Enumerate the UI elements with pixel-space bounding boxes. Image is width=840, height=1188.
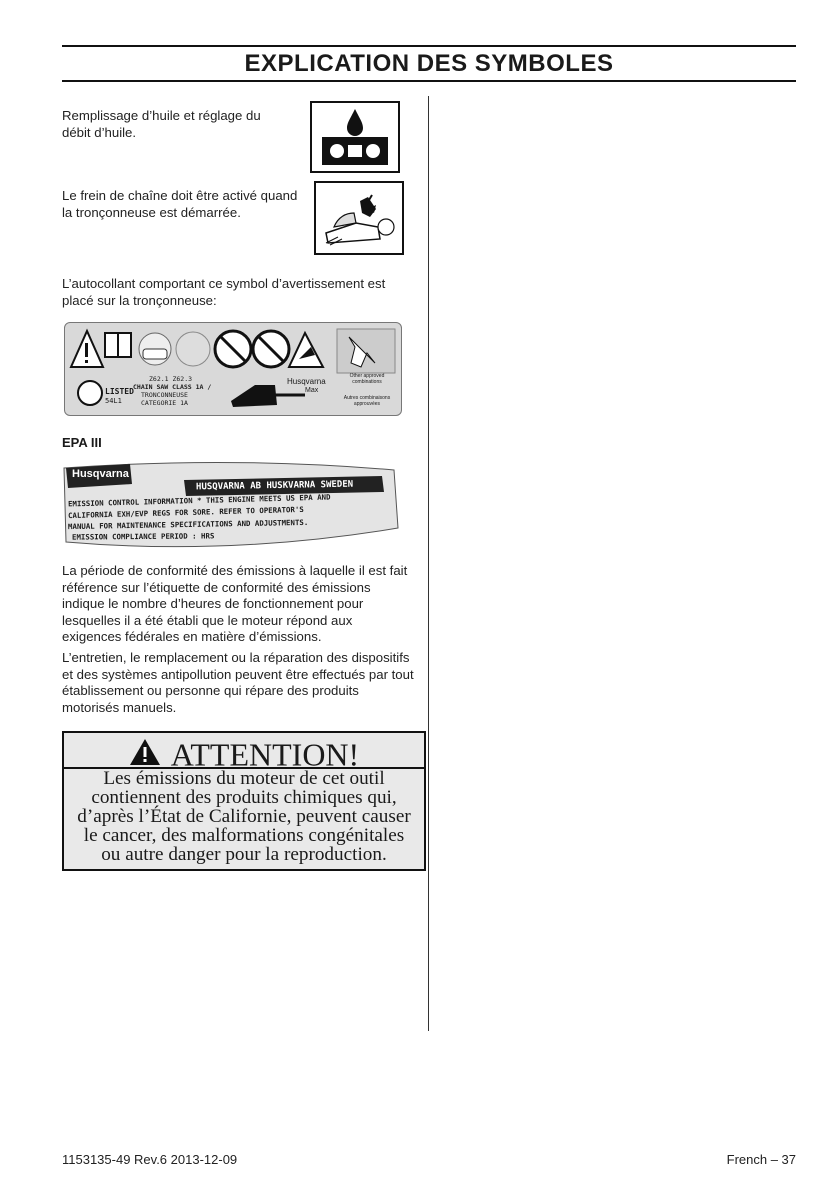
epa-company: HUSQVARNA AB HUSKVARNA SWEDEN bbox=[195, 479, 354, 493]
oil-drop-chain-icon bbox=[310, 101, 400, 173]
symbol-brake-text: Le frein de chaîne doit être activé quand la tronçonneuse est démarrée. bbox=[62, 188, 298, 220]
header-bottom-rule bbox=[62, 80, 796, 82]
decal-std-line1: Z62.1 Z62.3 bbox=[149, 375, 193, 383]
footer-doc-id: 1153135-49 Rev.6 2013-12-09 bbox=[62, 1152, 238, 1167]
epa-line3: MANUAL FOR MAINTENANCE SPECIFICATIONS AND ADJUSTMENTS. bbox=[67, 517, 309, 532]
epa-line1: EMISSION CONTROL INFORMATION * THIS ENGINE MEETS US EPA AND bbox=[67, 492, 331, 509]
epa-brand: Husqvarna bbox=[72, 468, 129, 480]
symbol-oil-text: Remplissage d’huile et réglage du débit d’huile. bbox=[62, 108, 261, 140]
decal-right-top: Other approved combinations bbox=[349, 373, 385, 385]
decal-std-line2: CHAIN SAW CLASS 1A / bbox=[133, 383, 212, 391]
epa-line2: CALIFORNIA EXH/EVP REGS FOR SORE. REFER TO OPERATOR'S bbox=[67, 504, 304, 521]
decal-std-line3: TRONCONNEUSE bbox=[141, 391, 188, 399]
column-divider bbox=[428, 96, 429, 1031]
warning-decal bbox=[64, 322, 402, 416]
chain-brake-icon bbox=[314, 181, 404, 255]
epa-line4: EMISSION COMPLIANCE PERIOD : HRS bbox=[71, 531, 215, 542]
decal-brand: Husqvarna bbox=[287, 377, 326, 386]
footer-page-number: French – 37 bbox=[726, 1152, 796, 1167]
header-top-rule bbox=[62, 45, 796, 47]
attention-line: ou autre danger pour la reproduction. bbox=[101, 844, 387, 865]
decal-right-bottom: Autres combinaisons approuvées bbox=[343, 395, 391, 407]
attention-heading-row bbox=[64, 733, 424, 773]
decal-intro-text: L’autocollant comportant ce symbol d’avertissement est placé sur la tronçonneuse: bbox=[62, 276, 386, 308]
decal-max-label: Max bbox=[305, 387, 319, 394]
attention-body bbox=[64, 769, 424, 864]
page-title: EXPLICATION DES SYMBOLES bbox=[244, 50, 614, 77]
decal-ul-code: 54L1 bbox=[105, 397, 122, 405]
attention-line: d’après l’État de Californie, peuvent causer bbox=[77, 806, 411, 827]
decal-ul-listed: LISTED bbox=[105, 387, 134, 396]
attention-box bbox=[62, 731, 426, 871]
attention-line: Les émissions du moteur de cet outil bbox=[103, 768, 385, 789]
decal-std-line4: CATEGORIE 1A bbox=[141, 399, 188, 407]
attention-heading: ATTENTION! bbox=[170, 736, 360, 773]
attention-line: contiennent des produits chimiques qui, bbox=[91, 787, 397, 808]
epa-emission-decal bbox=[60, 458, 402, 552]
epa-heading: EPA III bbox=[62, 435, 102, 450]
attention-line: le cancer, des malformations congénitales bbox=[83, 825, 405, 846]
paragraph-compliance-period: La période de conformité des émissions à laquelle il est fait référence sur l’étiquette de conformité des émissions indique le nombre d’heures de fonctionnement pour lesquelles il a été établi que le moteur répond aux exigences fédérales en matière d’émissions. bbox=[62, 563, 408, 644]
paragraph-maintenance: L’entretien, le remplacement ou la réparation des dispositifs et des systèmes antipollution peuvent être effectués par tout établissement ou personne qui répare des produits motorisés manuels. bbox=[62, 650, 414, 715]
